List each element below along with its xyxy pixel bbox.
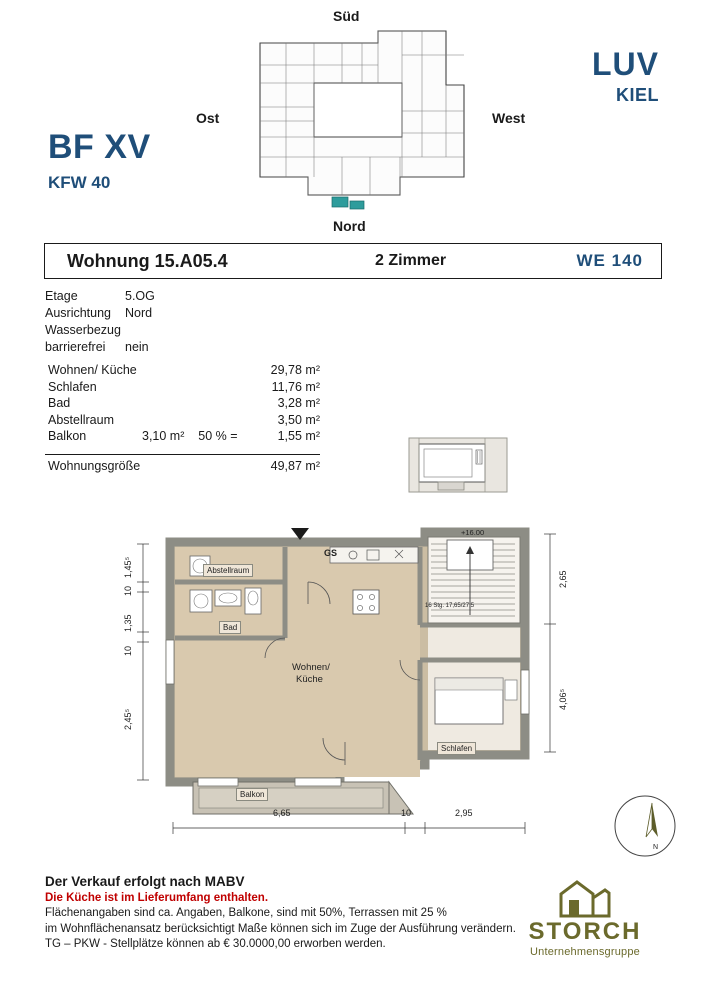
- company-name: STORCH: [528, 918, 642, 945]
- unit-meta-list: [45, 288, 155, 356]
- compass-rose: [612, 793, 678, 859]
- orientation-label-north: Nord: [333, 218, 366, 234]
- footer-title: Der Verkauf erfolgt nach MABV: [45, 874, 245, 889]
- unit-number: WE 140: [576, 251, 643, 270]
- area-row: [45, 379, 320, 396]
- area-row: [45, 395, 320, 412]
- brand-name: LUV: [592, 46, 659, 82]
- brand-block: [592, 48, 659, 106]
- building-code: BF XV: [48, 128, 151, 166]
- dimension-left-3: 1,35: [123, 614, 133, 632]
- area-name: Wohnen/ Küche: [48, 363, 137, 377]
- unit-name: Wohnung 15.A05.4: [67, 250, 228, 271]
- energy-standard: KFW 40: [48, 173, 111, 192]
- orientation-label-east: Ost: [196, 110, 220, 126]
- meta-row: [45, 322, 155, 339]
- area-row: [45, 428, 320, 445]
- total-label: Wohnungsgröße: [48, 458, 141, 473]
- key-plan-overview: [250, 25, 475, 210]
- footer-highlight: Die Küche ist im Lieferumfang enthalten.: [45, 892, 269, 904]
- unit-thumbnail-plan: [408, 430, 508, 500]
- area-extra: 3,10 m² 50 % =: [142, 429, 238, 443]
- meta-value: Nord: [125, 306, 153, 320]
- area-name: Balkon: [48, 429, 87, 443]
- footer-line-2: im Wohnflächenansatz berücksichtigt Maße können sich im Zuge der Ausführung verändern.: [45, 922, 516, 935]
- room-label-wohnen-line1: Wohnen/: [292, 662, 330, 673]
- meta-key: Etage: [45, 289, 78, 303]
- unit-room-count: 2 Zimmer: [375, 252, 447, 269]
- compass-north-letter: N: [653, 844, 659, 851]
- meta-row: [45, 339, 155, 356]
- area-schedule: [45, 362, 320, 474]
- room-label-bad: Bad: [219, 621, 241, 634]
- main-floor-plan: [95, 520, 595, 840]
- area-name: Schlafen: [48, 379, 97, 394]
- dimension-right-1: 2,65: [558, 570, 568, 588]
- orientation-label-south: Süd: [333, 8, 360, 24]
- company-logo: [505, 876, 665, 958]
- meta-value: nein: [125, 340, 149, 354]
- meta-key: Ausrichtung: [45, 306, 112, 320]
- room-label-schlafen: Schlafen: [437, 742, 476, 755]
- kitchen-appliance-tag: GS: [324, 548, 338, 558]
- area-value: 29,78 m²: [270, 363, 320, 377]
- area-value: 11,76 m²: [271, 379, 320, 394]
- dimension-left-4: 10: [123, 645, 133, 656]
- room-label-wohnen-line2: Küche: [296, 674, 323, 685]
- dimension-bottom-3: 2,95: [455, 808, 473, 818]
- area-row: [45, 412, 320, 429]
- meta-row: [45, 288, 155, 305]
- room-label-balkon: Balkon: [236, 788, 268, 801]
- footer-notes: [45, 874, 525, 953]
- area-name: Bad: [48, 396, 71, 410]
- staircase: [428, 537, 520, 623]
- building-identifier-block: [48, 130, 151, 193]
- dimension-right-2: 4,06⁵: [558, 688, 568, 710]
- dimension-left-5: 2,45⁵: [123, 708, 133, 730]
- meta-key: Wasserbezug: [45, 323, 121, 337]
- total-row: [45, 458, 320, 475]
- area-value: 1,55 m²: [277, 429, 320, 443]
- company-subtitle: Unternehmensgruppe: [529, 946, 640, 958]
- balcony: [193, 782, 413, 814]
- area-value: 3,28 m²: [277, 396, 320, 410]
- dimension-left-2: 10: [123, 585, 133, 596]
- area-value: 3,50 m²: [277, 412, 320, 427]
- orientation-label-west: West: [492, 110, 526, 126]
- stair-spec-tag: 16 Stg. 17,65/27,5: [425, 603, 475, 609]
- room-label-abstellraum: Abstellraum: [203, 564, 253, 577]
- level-marker-tag: +16.00: [461, 528, 485, 537]
- footer-line-3: TG – PKW - Stellplätze können ab € 30.0000,00 erworben werden.: [45, 938, 386, 950]
- area-row: [45, 362, 320, 379]
- meta-key: barrierefrei: [45, 340, 106, 354]
- meta-row: [45, 305, 155, 322]
- area-name: Abstellraum: [48, 412, 114, 427]
- total-value: 49,87 m²: [270, 458, 320, 473]
- footer-line-1: Flächenangaben sind ca. Angaben, Balkone, sind mit 50%, Terrassen mit 25 %: [45, 907, 447, 919]
- brand-city: KIEL: [615, 85, 659, 105]
- dimension-left-1: 1,45⁵: [123, 556, 133, 578]
- unit-header-bar: [44, 243, 662, 279]
- dimension-bottom-1: 6,65: [273, 808, 291, 818]
- meta-value: 5.OG: [125, 289, 155, 303]
- total-divider: [45, 454, 320, 455]
- dimension-bottom-2: 10: [401, 808, 412, 818]
- house-icon: [505, 876, 665, 918]
